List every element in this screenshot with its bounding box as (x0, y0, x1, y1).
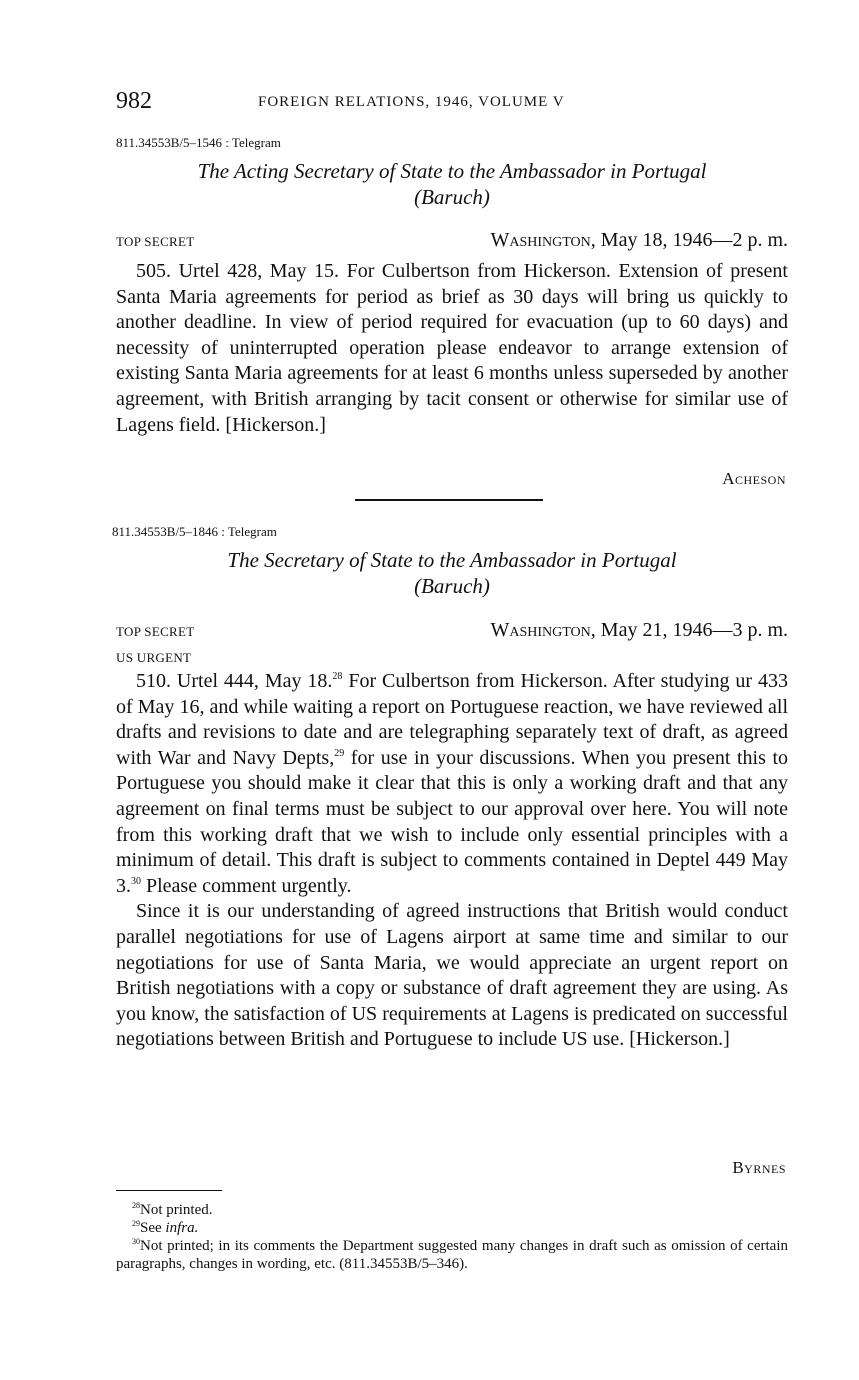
doc1-dateline (490, 229, 788, 252)
doc2-urgency: US URGENT (116, 650, 192, 665)
doc1-signature: Acheson (722, 469, 786, 488)
doc2-signature: Byrnes (732, 1158, 786, 1177)
doc2-recipient: (Baruch) (414, 574, 490, 598)
doc1-file-reference: 811.34553B/5–1546 : Telegram (116, 135, 281, 150)
section-separator (355, 499, 543, 501)
doc2-classification: TOP SECRET (116, 624, 195, 639)
footnote-text: infra. (165, 1220, 199, 1236)
doc1-body (116, 259, 788, 438)
footnote-28 (116, 1201, 788, 1219)
footnote-mark: 29 (132, 1219, 140, 1228)
footnote-ref-30: 30 (131, 875, 141, 887)
doc1-classification: TOP SECRET (116, 234, 195, 249)
doc1-date: , May 18, 1946—2 p. m. (590, 229, 788, 251)
footnote-text: Not printed. (140, 1202, 213, 1218)
doc2-title-line: The Secretary of State to the Ambassador in Portugal (227, 548, 677, 572)
doc1-meta-row (116, 229, 788, 255)
footnote-text: Not printed; in its comments the Department suggested many changes in draft such as omission of certain paragraphs, changes in wording, etc. (811.34553B/5–346). (116, 1238, 788, 1272)
footnote-mark: 30 (132, 1237, 140, 1246)
footnote-rule (116, 1190, 222, 1191)
doc2-paragraph-2: Since it is our understanding of agreed instructions that British would conduct parallel negotiations for use of Lagens airport at same time and similar to our negotiations for use of Santa Maria, we would appreciate an urgent report on British negotiations with a copy or substance of draft agreement they are using. As you know, the satisfaction of US requirements at Lagens is predicated on successful negotiations between British and Portuguese to include US use. [Hickerson.] (116, 900, 788, 1051)
doc2-p1-text-d: Please comment urgently. (141, 874, 352, 897)
footnote-prefix: See (140, 1220, 166, 1236)
footnote-ref-28: 28 (332, 671, 343, 682)
footnote-ref-29: 29 (334, 747, 345, 759)
doc2-paragraph-1 (116, 669, 788, 899)
doc1-recipient: (Baruch) (414, 185, 490, 209)
running-head-title: FOREIGN RELATIONS, 1946, VOLUME V (258, 94, 565, 110)
doc2-date: , May 21, 1946—3 p. m. (590, 619, 788, 641)
running-head (116, 88, 788, 118)
doc2-meta-row (116, 619, 788, 645)
doc2-p1-text-b: For Culbertson from Hickerson. After studying ur 433 of May 16, and while waiting a report on Portuguese reaction, we have reviewed all drafts and revisions to date and are telegraphing separately text of draft, as agreed with War and Navy Depts, (116, 670, 788, 769)
footnote-29 (116, 1219, 788, 1237)
doc2-p1-text-c: for use in your discussions. When you present this to Portuguese you should make it clear that this is only a working draft and that any agreement on final terms must be subject to our approval over here. You will note from this working draft that we wish to include only essential principles with a minimum of detail. This draft is subject to comments contained in Deptel 449 May 3. (116, 746, 788, 897)
doc2-body (116, 669, 788, 1053)
doc2-file-reference: 811.34553B/5–1846 : Telegram (112, 524, 277, 539)
footnote-30 (116, 1237, 788, 1273)
footnotes (116, 1201, 788, 1273)
doc1-title (116, 158, 788, 210)
doc1-paragraph: 505. Urtel 428, May 15. For Culbertson from Hickerson. Extension of present Santa Maria agreements for period as brief as 30 days will bring us quickly to another deadline. In view of period required for evacuation (up to 60 days) and necessity of uninterrupted operation please endeavor to arrange extension of existing Santa Maria agreements for at least 6 months unless superseded by another agreement, with British arranging by tacit consent or otherwise for similar use of Lagens field. [Hickerson.] (116, 260, 788, 436)
doc2-title (116, 547, 788, 599)
doc1-place: Washington (490, 229, 591, 251)
doc1-title-line: The Acting Secretary of State to the Ambassador in Portugal (197, 159, 707, 183)
doc2-p1-text-a: 510. Urtel 444, May 18. (136, 670, 333, 692)
doc2-dateline (490, 619, 788, 642)
footnote-mark: 28 (132, 1201, 140, 1210)
doc2-place: Washington (490, 619, 591, 641)
page-number: 982 (116, 88, 152, 114)
